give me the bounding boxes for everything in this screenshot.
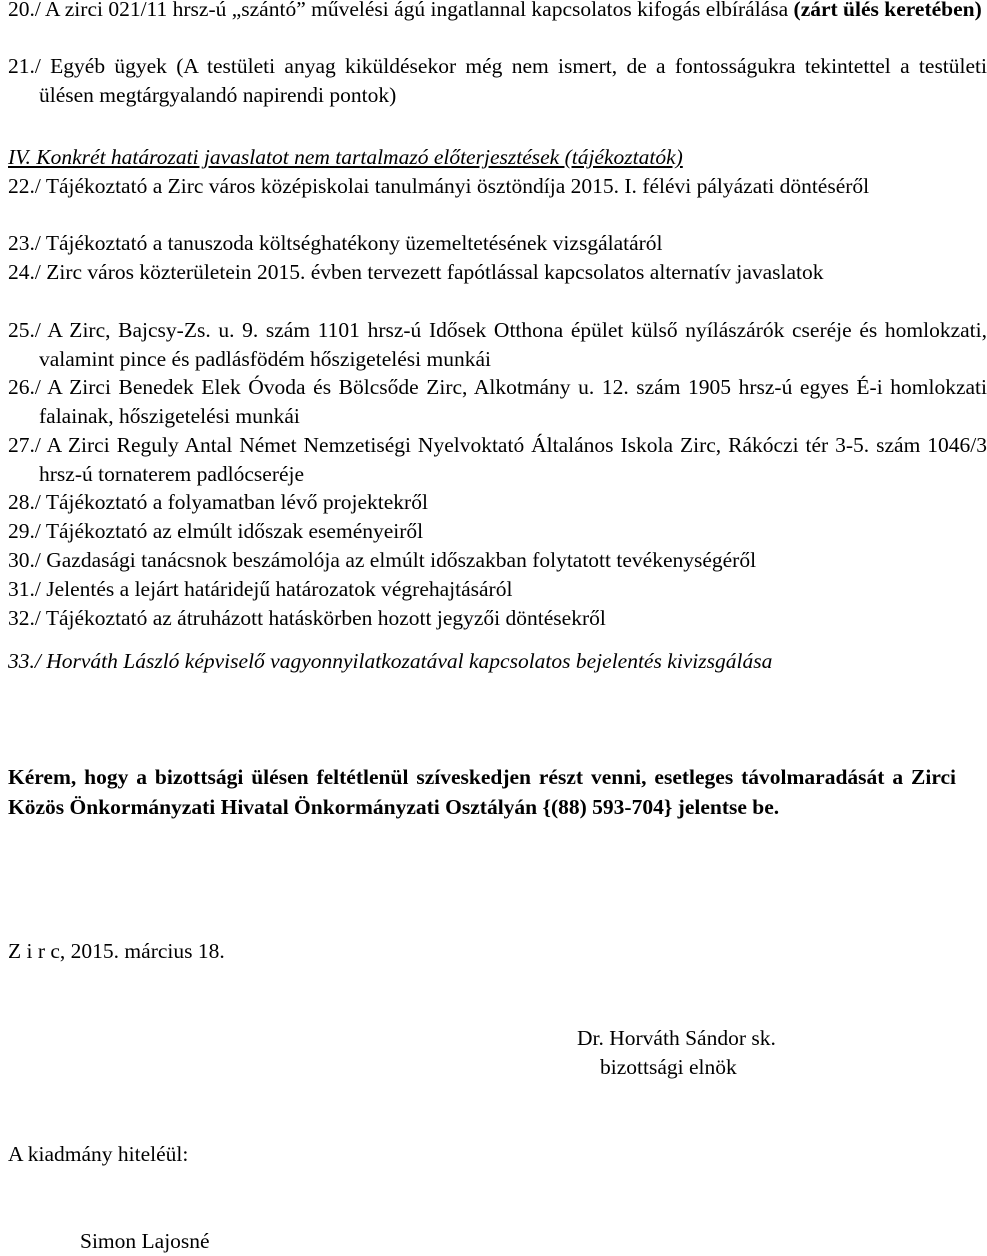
item-number: 28./ bbox=[8, 490, 41, 514]
agenda-item-31 bbox=[8, 575, 987, 604]
attendance-request: Kérem, hogy a bizottsági ülésen feltétlenül szíveskedjen részt venni, esetleges távolmaradását a Zirci Közös Önkormányzati Hivatal Önkormányzati Osztályán {(88) 593-704} jelentse be. bbox=[8, 765, 956, 819]
item-text: Tájékoztató a folyamatban lévő projektekről bbox=[40, 490, 428, 514]
item-text: Tájékoztató az elmúlt időszak eseményeiről bbox=[40, 519, 424, 543]
item-number: 25./ bbox=[8, 318, 41, 342]
item-number: 26./ bbox=[8, 375, 41, 399]
item-text: Gazdasági tanácsnok beszámolója az elmúlt időszakban folytatott tevékenységéről bbox=[40, 548, 757, 572]
agenda-item-21 bbox=[8, 52, 987, 109]
item-text: Tájékoztató a tanuszoda költséghatékony üzemeltetésének vizsgálatáról bbox=[40, 231, 663, 255]
attestation-name: Simon Lajosné bbox=[80, 1229, 210, 1253]
item-number: 24./ bbox=[8, 260, 41, 284]
item-number: 20./ bbox=[8, 0, 41, 21]
item-text: A Zirci Benedek Elek Óvoda és Bölcsőde Zirc, Alkotmány u. 12. szám 1905 hrsz-ú egyes É-i homlokzati falainak, hőszigetelési munkái bbox=[39, 375, 987, 428]
section-title: IV. Konkrét határozati javaslatot nem tartalmazó előterjesztések (tájékoztatók) bbox=[8, 145, 683, 169]
item-text: A zirci 021/11 hrsz-ú „szántó” művelési ágú ingatlannal kapcsolatos kifogás elbírálása bbox=[40, 0, 794, 21]
item-text: Tájékoztató az átruházott hatáskörben hozott jegyzői döntésekről bbox=[40, 606, 606, 630]
document-date: Z i r c, 2015. március 18. bbox=[8, 939, 225, 963]
agenda-item-23 bbox=[8, 229, 987, 258]
agenda-item-26 bbox=[8, 373, 987, 430]
agenda-item-27 bbox=[8, 431, 987, 488]
agenda-item-32 bbox=[8, 604, 987, 633]
agenda-item-22 bbox=[8, 172, 987, 201]
attestation-label: A kiadmány hiteléül: bbox=[8, 1142, 189, 1166]
item-number: 30./ bbox=[8, 548, 41, 572]
agenda-item-28 bbox=[8, 488, 987, 517]
item-closed-session-note: (zárt ülés keretében) bbox=[793, 0, 982, 21]
agenda-item-30 bbox=[8, 546, 987, 575]
item-text: Egyéb ügyek (A testületi anyag kiküldésekor még nem ismert, de a fontosságukra tekintettel a testületi ülésen megtárgyalandó napirendi pontok) bbox=[39, 54, 987, 107]
item-text: Zirc város közterületein 2015. évben tervezett fapótlással kapcsolatos alternatív javaslatok bbox=[40, 260, 824, 284]
agenda-item-20 bbox=[8, 0, 987, 24]
item-number: 32./ bbox=[8, 606, 41, 630]
signatory-title: bizottsági elnök bbox=[600, 1055, 737, 1079]
item-text: Tájékoztató a Zirc város középiskolai tanulmányi ösztöndíja 2015. I. félévi pályázati döntéséről bbox=[40, 174, 870, 198]
item-text: Jelentés a lejárt határidejű határozatok végrehajtásáról bbox=[40, 577, 513, 601]
agenda-item-25 bbox=[8, 316, 987, 373]
item-number: 22./ bbox=[8, 174, 41, 198]
signatory-name: Dr. Horváth Sándor sk. bbox=[577, 1026, 776, 1050]
item-number: 21./ bbox=[8, 54, 41, 78]
item-number: 23./ bbox=[8, 231, 41, 255]
agenda-item-24 bbox=[8, 258, 987, 287]
agenda-item-33 bbox=[8, 647, 987, 676]
item-number: 31./ bbox=[8, 577, 41, 601]
item-number: 29./ bbox=[8, 519, 41, 543]
item-number: 33./ bbox=[8, 649, 41, 673]
agenda-item-29 bbox=[8, 517, 987, 546]
item-text: Horváth László képviselő vagyonnyilatkozatával kapcsolatos bejelentés kivizsgálása bbox=[40, 649, 773, 673]
item-text: A Zirci Reguly Antal Német Nemzetiségi Nyelvoktató Általános Iskola Zirc, Rákóczi tér 3-5. szám 1046/3 hrsz-ú tornaterem padlócseréje bbox=[39, 433, 987, 486]
item-text: A Zirc, Bajcsy-Zs. u. 9. szám 1101 hrsz-ú Idősek Otthona épület külső nyílászárók cseréje és homlokzati, valamint pince és padlásfödém hőszigetelési munkái bbox=[39, 318, 987, 371]
item-number: 27./ bbox=[8, 433, 41, 457]
